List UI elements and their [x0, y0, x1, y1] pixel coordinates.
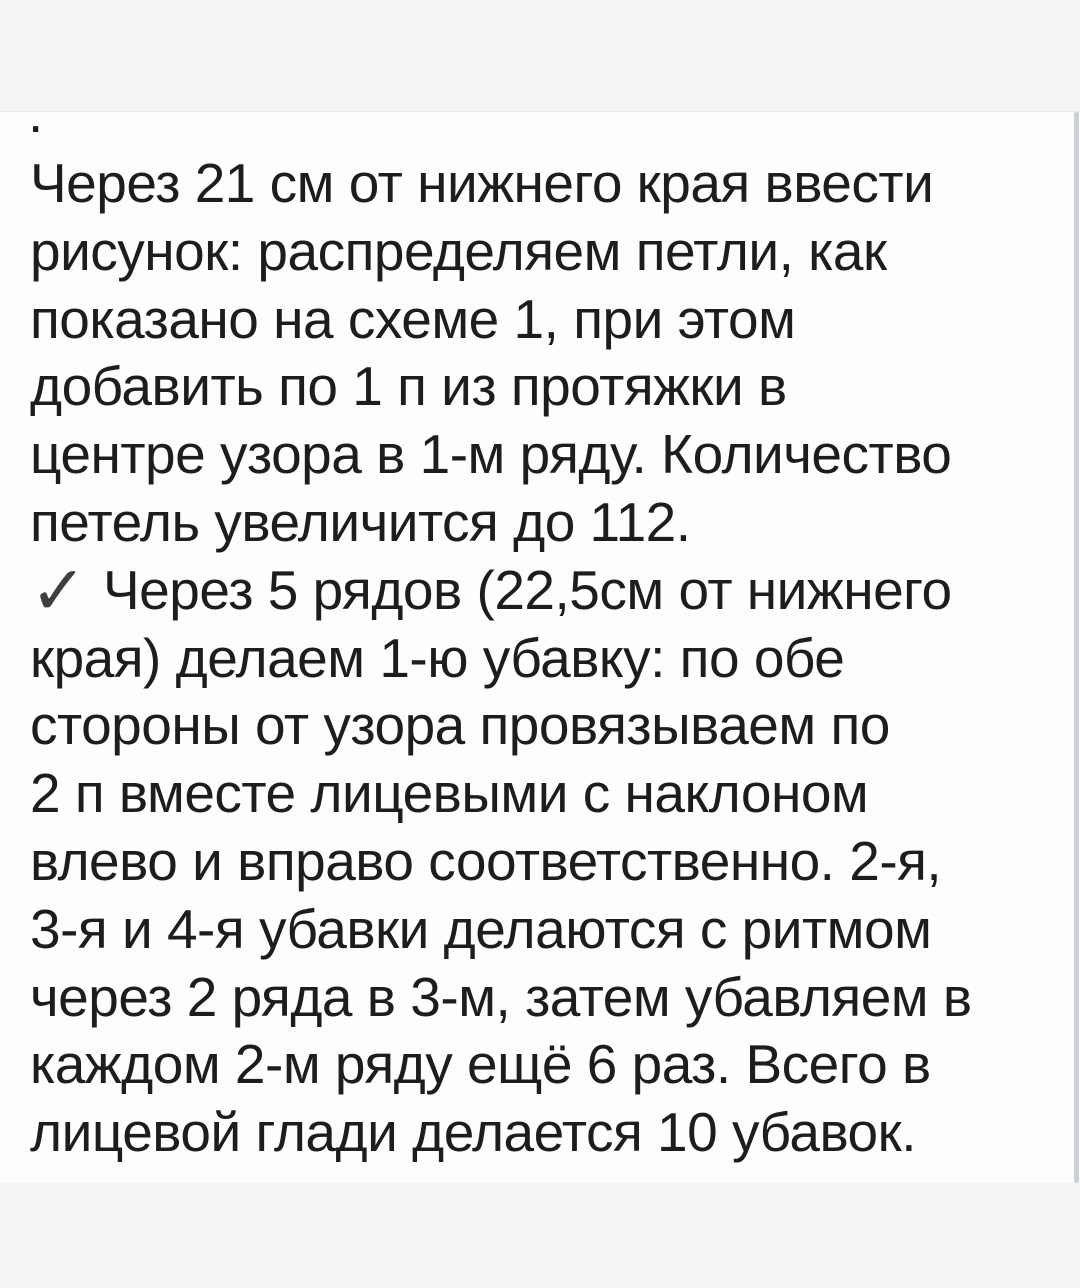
text-line: 3-я и 4-я убавки делаются с ритмом: [30, 897, 932, 960]
text-line: края) делаем 1-ю убавку: по обе: [30, 626, 845, 689]
text-line: 2 п вместе лицевыми с наклоном: [30, 762, 869, 825]
top-margin-band: [0, 0, 1080, 112]
text-page: [0, 82, 1080, 1183]
text-line: рисунок: распределяем петли, как: [30, 219, 887, 282]
text-line: каждом 2-м ряду ещё 6 раз. Всего в: [30, 1033, 931, 1096]
stray-period: .: [28, 82, 44, 144]
text-line: показано на схеме 1, при этом: [30, 287, 796, 350]
checkmark-icon: ✓: [30, 551, 87, 631]
text-line: лицевой глади делается 10 убавок.: [30, 1101, 916, 1164]
bottom-margin-band: [0, 1183, 1080, 1288]
text-line: влево и вправо соответственно. 2-я,: [30, 829, 942, 892]
text-line: петель увеличится до 112.: [30, 490, 691, 553]
text-line-with-check: [30, 551, 1040, 631]
scrollbar-track[interactable]: [1074, 112, 1079, 1183]
text-line: Через 21 см от нижнего края ввести: [30, 152, 934, 214]
text-line: добавить по 1 п из протяжки в: [30, 355, 787, 418]
instructions-text: [30, 150, 1040, 1167]
text-line: центре узора в 1-м ряду. Количество: [30, 423, 952, 486]
text-line: стороны от узора провязываем по: [30, 694, 890, 757]
text-line: Через 5 рядов (22,5см от нижнего: [102, 558, 952, 621]
text-line: через 2 ряда в 3-м, затем убавляем в: [30, 965, 972, 1028]
